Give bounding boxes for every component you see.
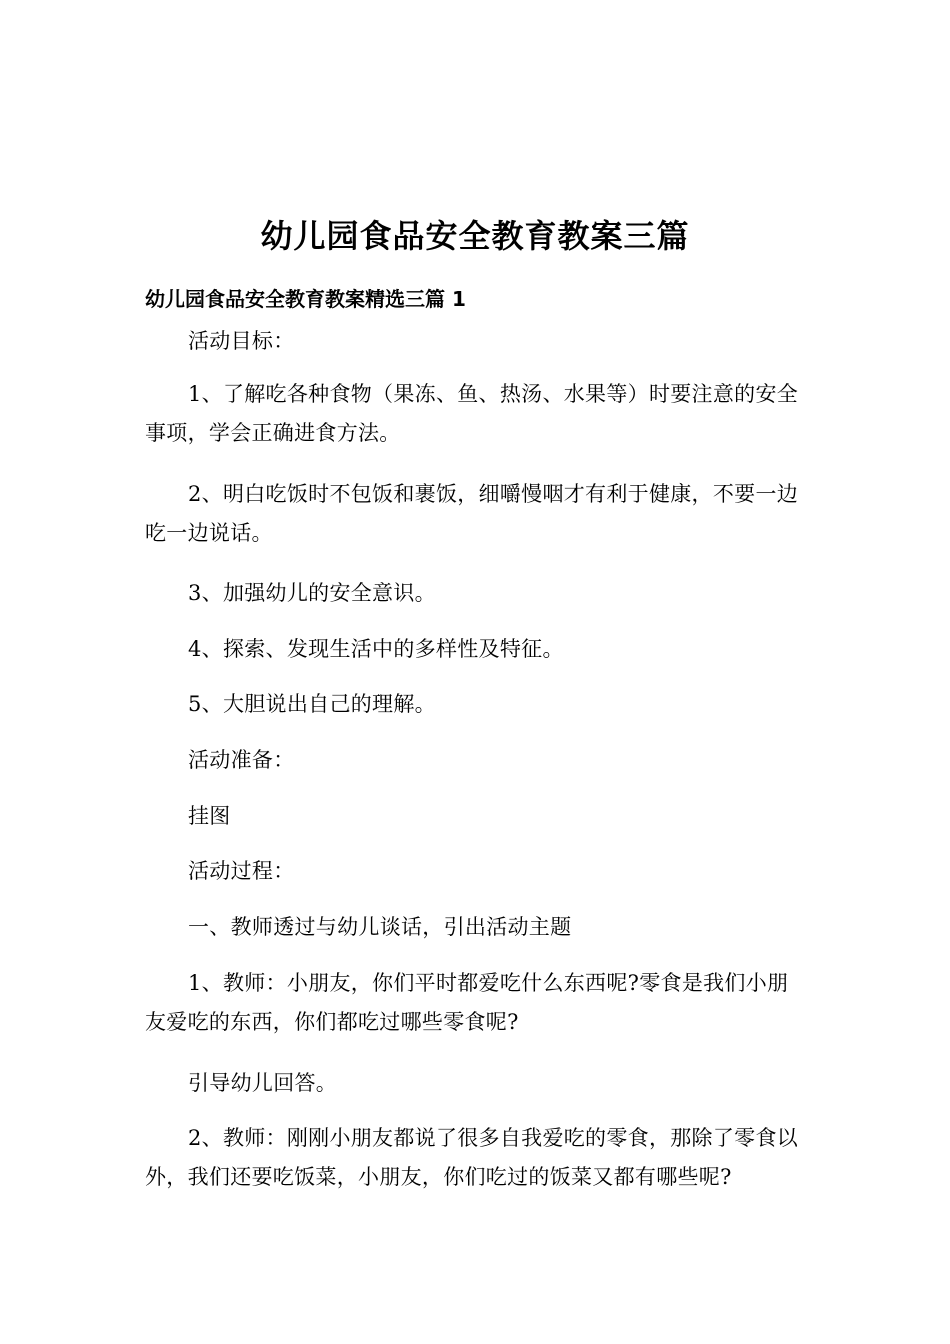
paragraph-step-1-1: 1、教师：小朋友，你们平时都爱吃什么东西呢?零食是我们小朋友爱吃的东西，你们都吃过哪些零食呢?	[145, 971, 789, 1034]
paragraph-goal-5: 5、大胆说出自己的理解。	[188, 692, 436, 716]
paragraph-step-1-note: 引导幼儿回答。	[188, 1071, 338, 1095]
paragraph-process-heading: 活动过程：	[188, 859, 295, 883]
paragraph-step-1-2: 2、教师：刚刚小朋友都说了很多自我爱吃的零食，那除了零食以外，我们还要吃饭菜，小朋友，你们吃过的饭菜又都有哪些呢?	[145, 1126, 799, 1189]
paragraph-prep-item: 挂图	[188, 804, 231, 828]
paragraph-step-1-heading: 一、教师透过与幼儿谈话，引出活动主题	[188, 915, 572, 939]
paragraph-goal-1: 1、了解吃各种食物（果冻、鱼、热汤、水果等）时要注意的安全事项，学会正确进食方法。	[145, 382, 799, 445]
section-heading: 幼儿园食品安全教育教案精选三篇 1	[145, 287, 466, 311]
paragraph-goal-4: 4、探索、发现生活中的多样性及特征。	[188, 637, 564, 661]
paragraph-goal-3: 3、加强幼儿的安全意识。	[188, 581, 436, 605]
paragraph-goals-heading: 活动目标：	[188, 329, 295, 353]
paragraph-prep-heading: 活动准备：	[188, 748, 295, 772]
paragraph-goal-2: 2、明白吃饭时不包饭和裹饭，细嚼慢咽才有利于健康，不要一边吃一边说话。	[145, 482, 799, 545]
document-title: 幼儿园食品安全教育教案三篇	[260, 217, 690, 255]
